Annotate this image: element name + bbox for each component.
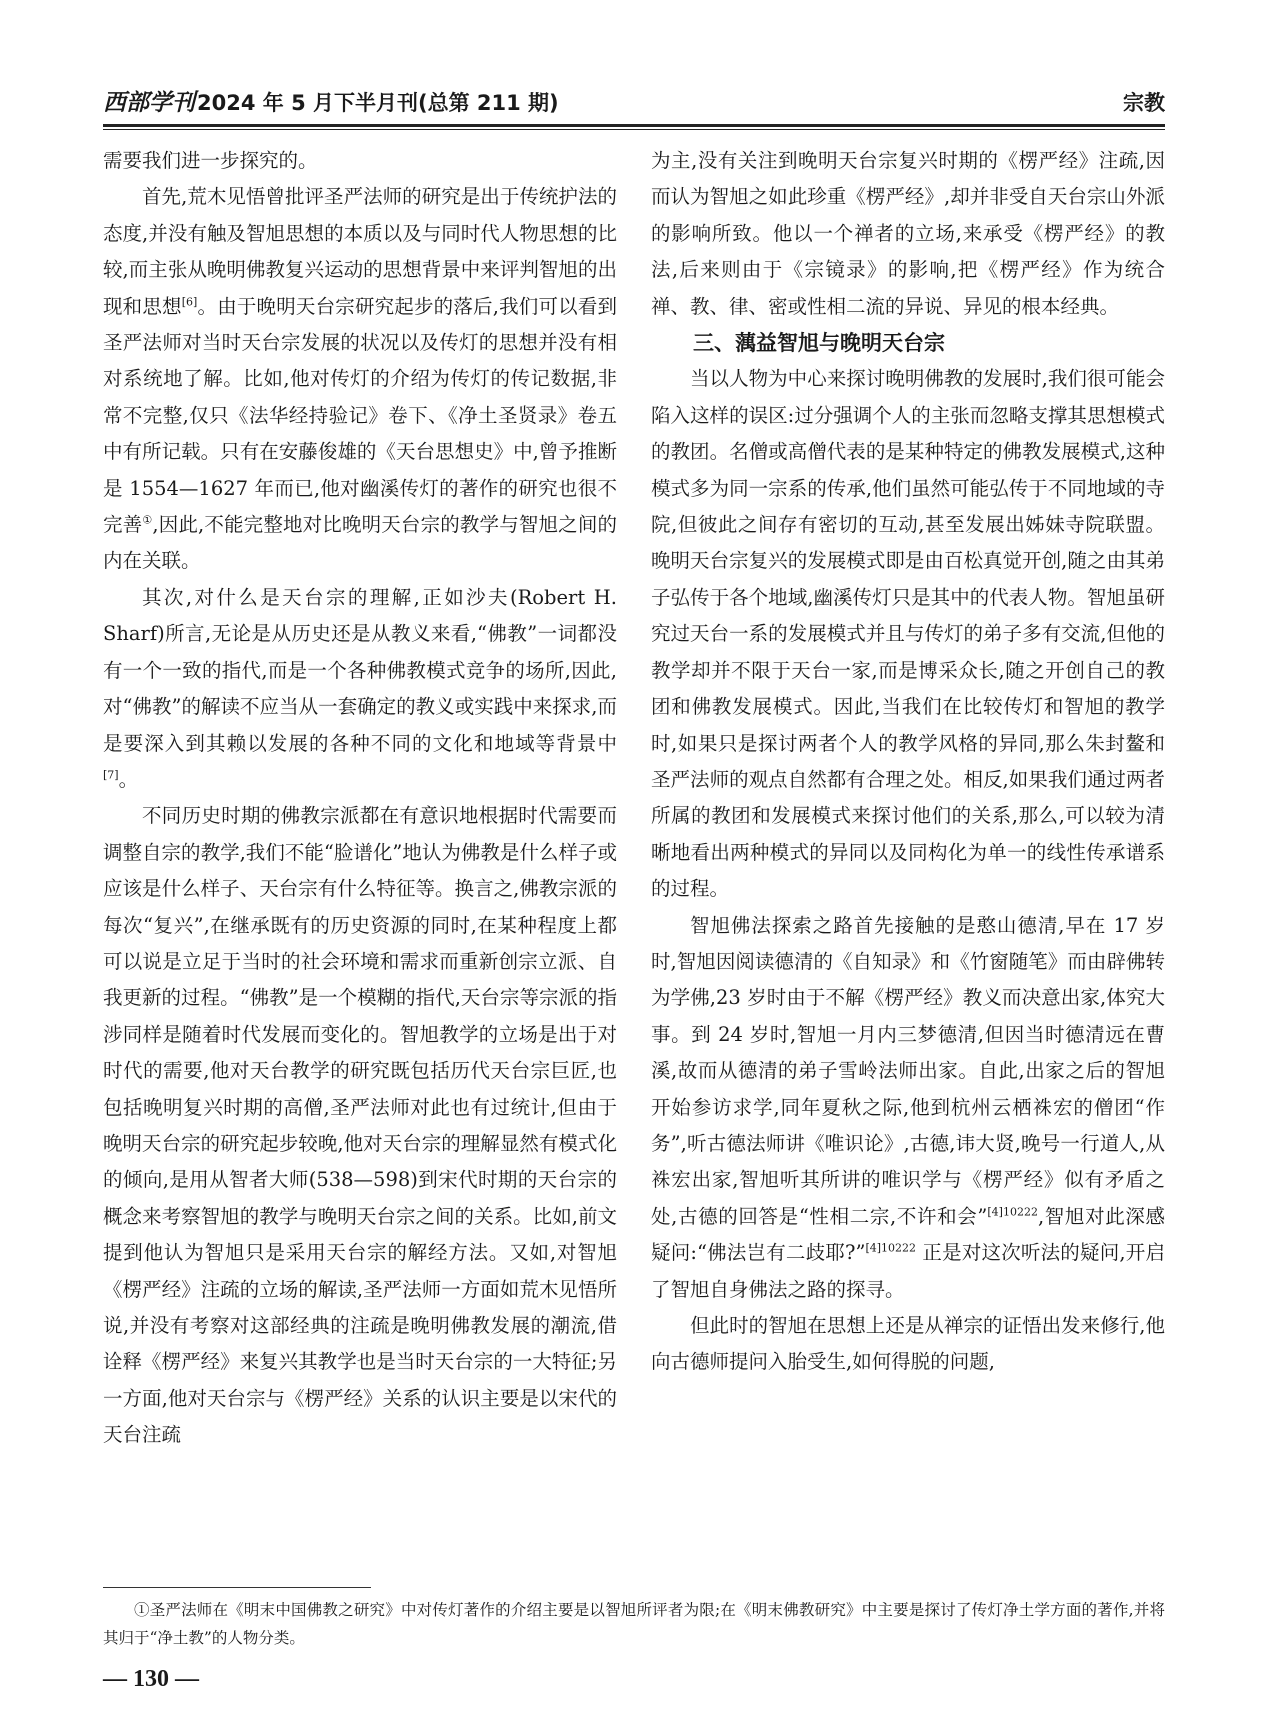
paragraph: 当以人物为中心来探讨晚明佛教的发展时,我们很可能会陷入这样的误区:过分强调个人的主张而忽略支撑其思想模式的教团。名僧或高僧代表的是某种特定的佛教发展模式,这种模式多为同一宗系的传承,他们虽然可能弘传于不同地域的寺院,但彼此之间存有密切的互动,甚至发展出姊妹寺院联盟。晚明天台宗复兴的发展模式即是由百松真觉开创,随之由其弟子弘传于各个地域,幽溪传灯只是其中的代表人物。智旭虽研究过天台一系的发展模式并且与传灯的弟子多有交流,但他的教学却并不限于天台一家,而是博采众长,随之开创自己的教团和佛教发展模式。因此,当我们在比较传灯和智旭的教学时,如果只是探讨两者个人的教学风格的异同,那么朱封鳌和圣严法师的观点自然都有合理之处。相反,如果我们通过两者所属的教团和发展模式来探讨他们的关系,那么,可以较为清晰地看出两种模式的异同以及同构化为单一的线性传承谱系的过程。 bbox=[651, 367, 1165, 901]
paragraph: 需要我们进一步探究的。 bbox=[103, 149, 318, 172]
header-rule-thick bbox=[103, 124, 1165, 127]
section-heading: 三、蕅益智旭与晚明天台宗 bbox=[693, 331, 945, 356]
paragraph: 其次,对什么是天台宗的理解,正如沙夫(Robert H. Sharf)所言,无论是从历史还是从教义来看,“佛教”一词都没有一个一致的指代,而是一个各种佛教模式竞争的场所,因此,对“佛教”的解读不应当从一套确定的教义或实践中来探求,而是要深入到其赖以发展的各种不同的文化和地域等背景中[7]。 bbox=[103, 585, 617, 791]
citation: [6] bbox=[181, 295, 198, 309]
footnote-marker: ① bbox=[142, 513, 153, 527]
paragraph: 不同历史时期的佛教宗派都在有意识地根据时代需要而调整自宗的教学,我们不能“脸谱化”地认为佛教是什么样子或应该是什么样子、天台宗有什么特征等。换言之,佛教宗派的每次“复兴”,在继承既有的历史资源的同时,在某种程度上都可以说是立足于当时的社会环境和需求而重新创宗立派、自我更新的过程。“佛教”是一个模糊的指代,天台宗等宗派的指涉同样是随着时代发展而变化的。智旭教学的立场是出于对时代的需要,他对天台教学的研究既包括历代天台宗巨匠,也包括晚明复兴时期的高僧,圣严法师对此也有过统计,但由于晚明天台宗的研究起步较晚,他对天台宗的理解显然有模式化的倾向,是用从智者大师(538—598)到宋代时期的天台宗的概念来考察智旭的教学与晚明天台宗之间的关系。比如,前文提到他认为智旭只是采用天台宗的解经方法。又如,对智旭《楞严经》注疏的立场的解读,圣严法师一方面如荒木见悟所说,并没有考察对这部经典的注疏是晚明佛教发展的潮流,借诠释《楞严经》来复兴其教学也是当时天台宗的一大特征;另一方面,他对天台宗与《楞严经》关系的认识主要是以宋代的天台注疏 bbox=[103, 804, 617, 1447]
footnote: ①圣严法师在《明末中国佛教之研究》中对传灯著作的介绍主要是以智旭所评者为限;在《明末佛教研究》中主要是探讨了传灯净土学方面的著作,并将其归于“净土教”的人物分类。 bbox=[103, 1601, 1165, 1647]
footnote-rule bbox=[103, 1587, 371, 1588]
issue-info: 2024 年 5 月下半月刊(总第 211 期) bbox=[197, 91, 559, 115]
citation: [7] bbox=[103, 768, 119, 782]
running-header bbox=[103, 88, 1165, 122]
paragraph: 为主,没有关注到晚明天台宗复兴时期的《楞严经》注疏,因而认为智旭之如此珍重《楞严经》,却并非受自天台宗山外派的影响所致。他以一个禅者的立场,来承受《楞严经》的教法,后来则由于《宗镜录》的影响,把《楞严经》作为统合禅、教、律、密或性相二流的异说、异见的根本经典。 bbox=[651, 149, 1165, 318]
right-column bbox=[651, 143, 1165, 1381]
header-rule-thin bbox=[103, 129, 1165, 130]
citation: [4]10222 bbox=[865, 1241, 917, 1255]
left-column bbox=[103, 143, 617, 1454]
paragraph: 但此时的智旭在思想上还是从禅宗的证悟出发来修行,他向古德师提问入胎受生,如何得脱的问题, bbox=[651, 1314, 1165, 1374]
paragraph: 首先,荒木见悟曾批评圣严法师的研究是出于传统护法的态度,并没有触及智旭思想的本质以及与同时代人物思想的比较,而主张从晚明佛教复兴运动的思想背景中来评判智旭的出现和思想[6]。由于晚明天台宗研究起步的落后,我们可以看到圣严法师对当时天台宗发展的状况以及传灯的思想并没有相对系统地了解。比如,他对传灯的介绍为传灯的传记数据,非常不完整,仅只《法华经持验记》卷下、《净土圣贤录》卷五中有所记载。只有在安藤俊雄的《天台思想史》中,曾予推断是 1554—1627 年而已,他对幽溪传灯的著作的研究也很不完善①,因此,不能完整地对比晚明天台宗的教学与智旭之间的内在关联。 bbox=[103, 185, 617, 573]
paragraph: 智旭佛法探索之路首先接触的是憨山德清,早在 17 岁时,智旭因阅读德清的《自知录》和《竹窗随笔》而由辟佛转为学佛,23 岁时由于不解《楞严经》教义而决意出家,体究大事。到 24 岁时,智旭一月内三梦德清,但因当时德清远在曹溪,故而从德清的弟子雪岭法师出家。自此,出家之后的智旭开始参访求学,同年夏秋之际,他到杭州云栖袾宏的僧团“作务”,听古德法师讲《唯识论》,古德,讳大贤,晚号一行道人,从袾宏出家,智旭听其所讲的唯识学与《楞严经》似有矛盾之处,古德的回答是“性相二宗,不许和会”$^{[4]10222}$,智旭对此深感疑问:“佛法岂有二歧耶?”$^{[4]10222}$ 正是对这次听法的疑问,开启了智旭自身佛法之路的探寻。 bbox=[651, 913, 1165, 1301]
journal-logo: 西部学刊 bbox=[103, 89, 195, 116]
journal-issue-line bbox=[103, 88, 559, 118]
citation: [4]10222 bbox=[987, 1205, 1038, 1219]
section-label: 宗教 bbox=[1123, 91, 1165, 115]
page-number: — 130 — bbox=[103, 1666, 199, 1692]
